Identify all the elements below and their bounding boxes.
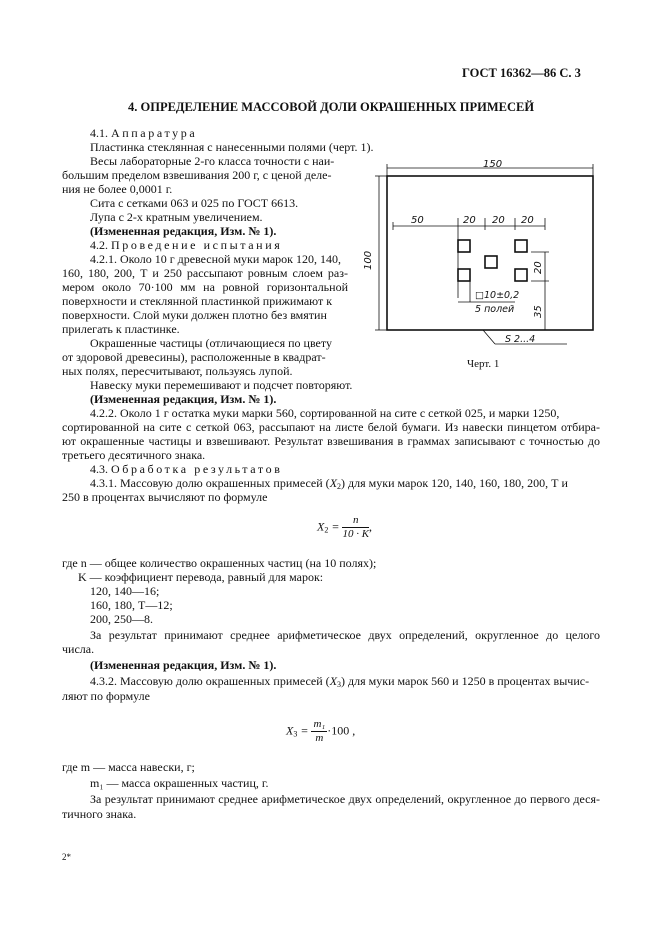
s42-p2-line1: от здоровой древесины), расположенные в квадрат- xyxy=(62,350,326,364)
fields-count-label: 5 полей xyxy=(475,304,515,315)
result1-line1: числа. xyxy=(62,642,95,656)
s42-p1-line5: прилегать к пластинке. xyxy=(62,322,180,336)
result2-line1: тичного знака. xyxy=(62,807,137,821)
running-header: ГОСТ 16362—86 С. 3 xyxy=(462,66,581,80)
dim-100: 100 xyxy=(363,250,374,270)
s42-p3: Навеску муки перемешивают и подсчет повторяют. xyxy=(90,378,353,392)
formula-x2-denominator: 10 · K xyxy=(342,528,370,540)
k-line3: 200, 250—8. xyxy=(90,612,153,626)
dim-50: 50 xyxy=(411,215,424,226)
signature-mark: 2* xyxy=(62,852,71,862)
where-m1: m₁ — масса окрашенных частиц, г. xyxy=(90,776,269,790)
heading-4-2 xyxy=(90,238,282,252)
result1-line0: За результат принимают среднее арифметическое двух определений, округленное до целого xyxy=(90,628,600,642)
s41-line2a: Весы лабораторные 2-го класса точности с наи- xyxy=(90,154,335,168)
formula-x3-numerator: m₁ xyxy=(313,718,326,730)
field-square xyxy=(485,256,497,268)
figure-caption: Черт. 1 xyxy=(467,358,500,370)
s41-line4: Лупа с 2-х кратным увеличением. xyxy=(90,210,263,224)
s42-p2-line0: Окрашенные частицы (отличающиеся по цвету xyxy=(90,336,332,350)
k-definition: K — коэффициент перевода, равный для марок: xyxy=(78,570,324,584)
field-square xyxy=(458,240,470,252)
formula-x2-numerator: n xyxy=(342,514,369,528)
formula-x2: $X_2$ = $\frac{n}{10 \cdot K}$ , xyxy=(317,514,373,540)
s42-p1-line2: мером около 70·100 мм на ровной горизонтальной xyxy=(62,280,348,294)
s43-p1-line0: 4.3.1. Массовую долю окрашенных примесей $(X_2)$ для муки марок 120, 140, 160, 180, 200, Т и xyxy=(90,476,568,491)
dim-20c: 20 xyxy=(521,215,534,226)
field-square xyxy=(515,240,527,252)
s42-p1-line1: 160, 180, 200, Т и 250 рассыпают ровным слоем раз- xyxy=(62,266,348,280)
figure-1-drawing xyxy=(355,158,605,358)
s42-p4-line3: третьего десятичного знака. xyxy=(62,448,206,462)
section-title: 4. ОПРЕДЕЛЕНИЕ МАССОВОЙ ДОЛИ ОКРАШЕННЫХ ПРИМЕСЕЙ xyxy=(128,100,535,114)
heading-4-1 xyxy=(90,126,197,140)
s42-p2-line2: ных полях, пересчитывают, пользуясь лупой. xyxy=(62,364,293,378)
dim-150: 150 xyxy=(483,159,503,170)
k-line2: 160, 180, Т—12; xyxy=(90,598,173,612)
s41-edit-note: (Измененная редакция, Изм. № 1). xyxy=(90,224,277,238)
heading-text: Обработка результатов xyxy=(111,462,283,476)
formula-x3-denominator: m xyxy=(315,732,324,744)
s41-line3: Сита с сетками 063 и 025 по ГОСТ 6613. xyxy=(90,196,299,210)
s42-p1-line3: поверхности и стеклянной пластинкой прижимают к xyxy=(62,294,333,308)
where-m: где m — масса навески, г; xyxy=(62,760,195,774)
square-size-label: □10±0,2 xyxy=(475,290,520,301)
s42-p1-line4: поверхности. Слой муки должен плотно без вмятин xyxy=(62,308,327,322)
s43-p1-line1: 250 в процентах вычисляют по формуле xyxy=(62,490,268,504)
s42-p4-line1: сортированной на сите с сеткой 063, рассыпают на листе белой бумаги. Из навески пинцетом отбира- xyxy=(62,420,600,434)
s43-p2-line0: 4.3.2. Массовую долю окрашенных примесей $(X_3)$ для муки марок 560 и 1250 в процентах вычис- xyxy=(90,674,590,689)
s43-edit-note: (Измененная редакция, Изм. № 1). xyxy=(90,658,277,672)
heading-text: Аппаратура xyxy=(111,126,198,140)
s41-line2c: ния не более 0,0001 г. xyxy=(62,182,173,196)
s43-p2-line1: ляют по формуле xyxy=(62,689,150,703)
thickness-label: S 2...4 xyxy=(505,334,536,345)
field-square xyxy=(515,269,527,281)
heading-number: 4.1. xyxy=(90,126,108,140)
dim-35: 35 xyxy=(533,305,544,318)
s42-p1-line0: 4.2.1. Около 10 г древесной муки марок 120, 140, xyxy=(90,252,341,266)
heading-number: 4.3. xyxy=(90,462,108,476)
dim-20b: 20 xyxy=(492,215,505,226)
dim-20v: 20 xyxy=(533,261,544,274)
where-n: где n — общее количество окрашенных частиц (на 10 полях); xyxy=(62,556,377,570)
dim-20a: 20 xyxy=(463,215,476,226)
result2-line0: За результат принимают среднее арифметическое двух определений, округленное до первого деся- xyxy=(90,792,600,806)
k-line1: 120, 140—16; xyxy=(90,584,160,598)
s42-edit-note: (Измененная редакция, Изм. № 1). xyxy=(90,392,277,406)
field-square xyxy=(458,269,470,281)
heading-4-3 xyxy=(90,462,282,476)
heading-number: 4.2. xyxy=(90,238,108,252)
s42-p4-line0: 4.2.2. Около 1 г остатка муки марки 560, сортированной на сите с сеткой 025, и марки 1250, xyxy=(90,406,560,420)
s41-line1: Пластинка стеклянная с нанесенными полями (черт. 1). xyxy=(90,140,374,154)
formula-x3: $X_3$ = $\frac{\text{m₁}}{m}$ ·100 , xyxy=(286,718,356,744)
s41-line2b: большим пределом взвешивания 200 г, с ценой деле- xyxy=(62,168,332,182)
heading-text: Проведение испытания xyxy=(111,238,283,252)
s42-p4-line2: ют окрашенные частицы и взвешивают. Результат взвешивания в граммах записывают с точностью до xyxy=(62,434,600,448)
